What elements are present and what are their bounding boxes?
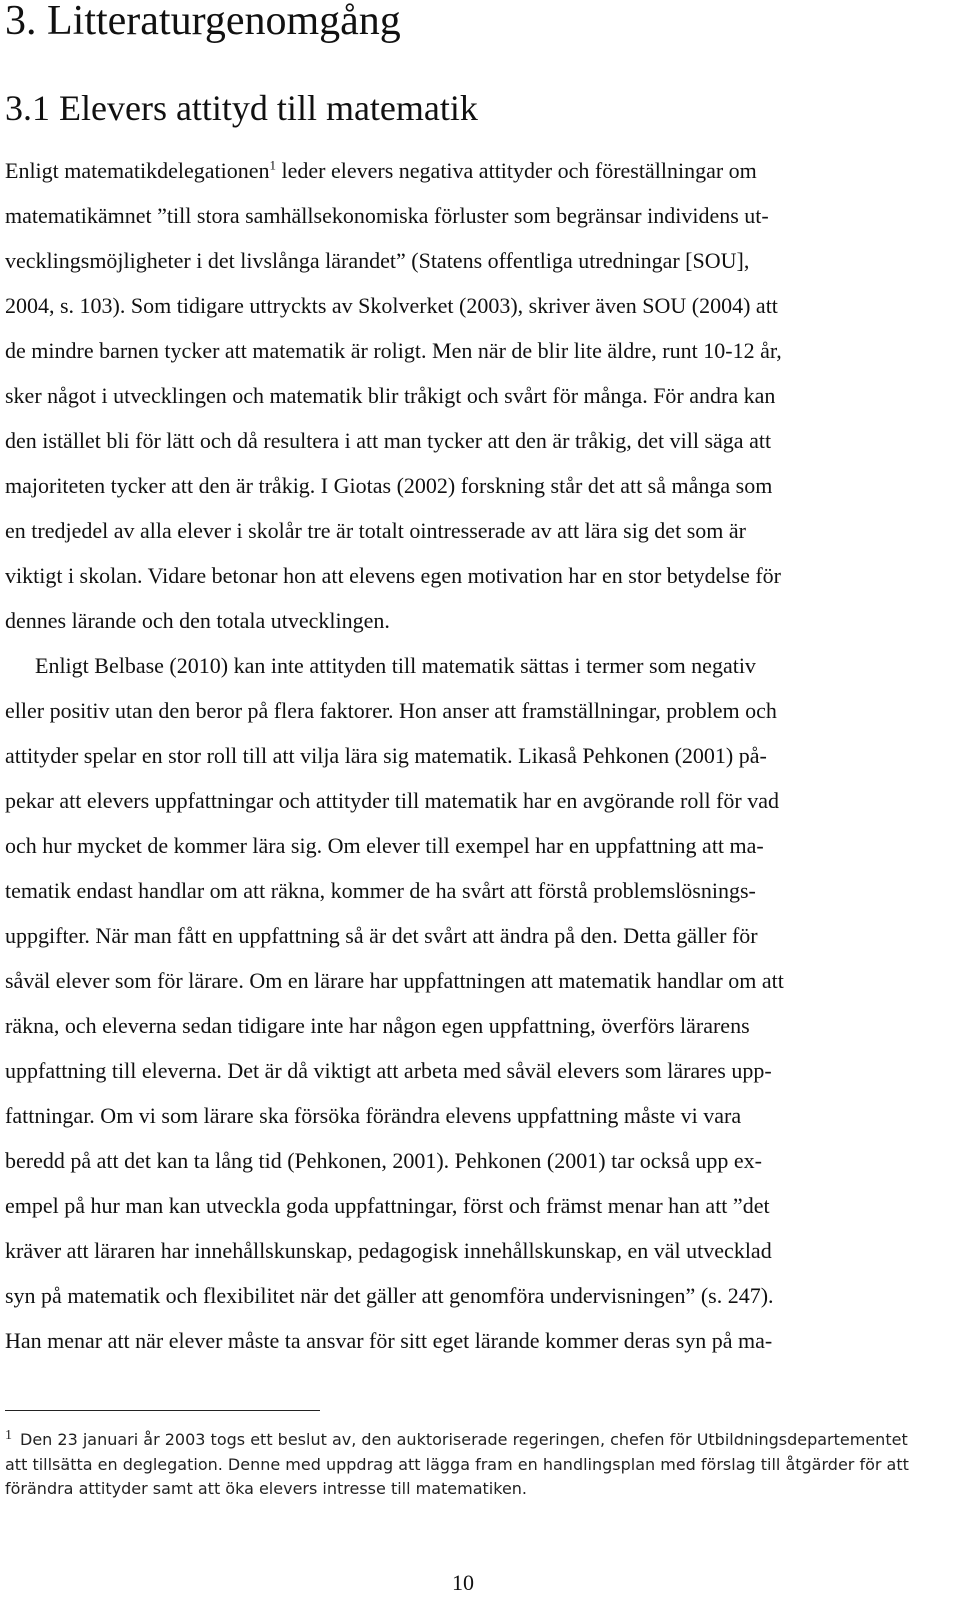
- footnote-line-text: Den 23 januari år 2003 togs ett beslut av, den auktoriserade regeringen, chefen för Utbildningsdepartementet: [20, 1430, 908, 1449]
- body-line: Han menar att när elever måste ta ansvar för sitt eget lärande kommer deras syn på ma-: [5, 1328, 773, 1353]
- body-line: syn på matematik och flexibilitet när det gäller att genomföra undervisningen” (s. 247).: [5, 1283, 774, 1308]
- body-line: Enligt Belbase (2010) kan inte attityden till matematik sättas i termer som negativ: [35, 653, 756, 678]
- body-line: de mindre barnen tycker att matematik är roligt. Men när de blir lite äldre, runt 10-12 år,: [5, 338, 782, 363]
- body-line: såväl elever som för lärare. Om en lärare har uppfattningen att matematik handlar om att: [5, 968, 784, 993]
- body-line: eller positiv utan den beror på flera faktorer. Hon anser att framställningar, problem och: [5, 698, 777, 723]
- body-line: en tredjedel av alla elever i skolår tre är totalt ointresserade av att lära sig det som är: [5, 518, 746, 543]
- body-line: sker något i utvecklingen och matematik blir tråkigt och svårt för många. För andra kan: [5, 383, 776, 408]
- body-line: räkna, och eleverna sedan tidigare inte har någon egen uppfattning, överförs lärarens: [5, 1013, 750, 1038]
- body-line: fattningar. Om vi som lärare ska försöka förändra elevens uppfattning måste vi vara: [5, 1103, 742, 1128]
- body-line: 2004, s. 103). Som tidigare uttryckts av Skolverket (2003), skriver även SOU (2004) att: [5, 293, 778, 318]
- body-line: uppgifter. När man fått en uppfattning så är det svårt att ändra på den. Detta gäller för: [5, 923, 758, 948]
- body-line: viktigt i skolan. Vidare betonar hon att elevens egen motivation har en stor betydelse för: [5, 563, 782, 588]
- body-line: [5, 156, 960, 186]
- body-line-text: leder elevers negativa attityder och föreställningar om: [276, 158, 757, 183]
- body-line: beredd på att det kan ta lång tid (Pehkonen, 2001). Pehkonen (2001) tar också upp ex-: [5, 1148, 762, 1173]
- body-line: tematik endast handlar om att räkna, kommer de ha svårt att förstå problemslösnings-: [5, 878, 756, 903]
- page-number: 10: [452, 1570, 474, 1595]
- body-line: dennes lärande och den totala utvecklingen.: [5, 608, 390, 633]
- body-line: majoriteten tycker att den är tråkig. I Giotas (2002) forskning står det att så många som: [5, 473, 773, 498]
- body-line-text: Enligt matematikdelegationen: [5, 158, 270, 183]
- footnote-line: [5, 1429, 960, 1451]
- body-line: den istället bli för lätt och då resultera i att man tycker att den är tråkig, det vill säga att: [5, 428, 772, 453]
- body-line: vecklingsmöjligheter i det livslånga lärandet” (Statens offentliga utredningar [SOU],: [5, 248, 750, 273]
- section-title: 3.1 Elevers attityd till matematik: [5, 88, 478, 128]
- body-line: kräver att läraren har innehållskunskap, pedagogisk innehållskunskap, en väl utvecklad: [5, 1238, 772, 1263]
- footnote-line: att tillsätta en deglegation. Denne med uppdrag att lägga fram en handlingsplan med förslag till åtgärder för att: [5, 1455, 909, 1474]
- footnote-divider: [5, 1410, 320, 1411]
- body-line: och hur mycket de kommer lära sig. Om elever till exempel har en uppfattning att ma-: [5, 833, 764, 858]
- chapter-title: 3. Litteraturgenomgång: [5, 0, 401, 44]
- footnote-reference: 1: [269, 157, 277, 173]
- body-line: attityder spelar en stor roll till att vilja lära sig matematik. Likaså Pehkonen (2001) på-: [5, 743, 767, 768]
- body-line: uppfattning till eleverna. Det är då viktigt att arbeta med såväl elevers som lärares upp-: [5, 1058, 772, 1083]
- body-line: pekar att elevers uppfattningar och attityder till matematik har en avgörande roll för vad: [5, 788, 779, 813]
- footnote-marker: 1: [5, 1429, 12, 1443]
- body-line: matematikämnet ”till stora samhällsekonomiska förluster som begränsar individens ut-: [5, 203, 769, 228]
- body-line: empel på hur man kan utveckla goda uppfattningar, först och främst menar han att ”det: [5, 1193, 770, 1218]
- footnote-line: förändra attityder samt att öka elevers intresse till matematiken.: [5, 1479, 528, 1498]
